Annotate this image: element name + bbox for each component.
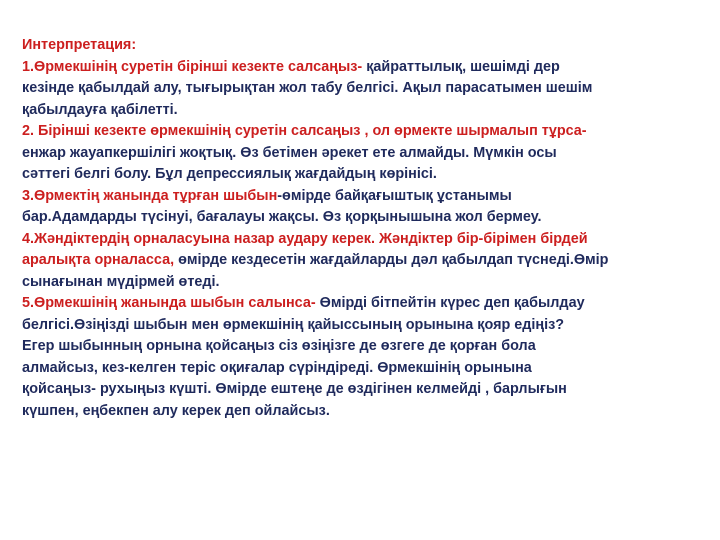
paragraph-5-line-6: күшпен, еңбекпен алу керек деп ойлайсыз. xyxy=(22,402,330,419)
paragraph-5-text: Өмірді бітпейтін күрес деп қабылдау xyxy=(319,295,585,311)
paragraph-3-lead: 3.Өрмектің жанында тұрған шыбын xyxy=(22,187,278,204)
paragraph-3-text: -өмірде байқағыштық ұстанымы xyxy=(277,187,512,204)
paragraph-1-text: қайраттылық, шешімді дер xyxy=(366,58,560,75)
paragraph-2-lead: 2. Бірінші кезекте өрмекшінің суретін салсаңыз , ол өрмекте шырмалып тұрса- xyxy=(22,123,587,139)
paragraph-2-line-2: енжар жауапкершілігі жоқтық. Өз бетімен әрекет ете алмайды. Мүмкін осы xyxy=(22,144,557,161)
paragraph-5-line-5: қойсаңыз- рухыңыз күшті. Өмірде ештеңе де өздігінен келмейді , барлығын xyxy=(22,381,567,397)
paragraph-1-lead: 1.Өрмекшінің суретін бірінші кезекте салсаңыз- xyxy=(22,58,367,75)
paragraph-3-line-1 xyxy=(22,186,698,208)
heading: Интерпретация: xyxy=(22,37,137,53)
paragraph-4-line-2 xyxy=(22,250,698,272)
paragraph-3-line-2: бар.Адамдарды түсінуі, бағалауы жақсы. Өз қорқынышына жол бермеу. xyxy=(22,209,542,225)
paragraph-4-line-3: сынағынан мүдірмей өтеді. xyxy=(22,273,220,290)
paragraph-5-line-1 xyxy=(22,293,698,315)
paragraph-1-line-3: қабылдауға қабілетті. xyxy=(22,101,178,118)
paragraph-1-line-1 xyxy=(22,57,698,79)
paragraph-5-lead: 5.Өрмекшінің жанында шыбын салынса- xyxy=(22,295,320,311)
paragraph-1-line-2: кезінде қабылдай алу, тығырықтан жол табу белгісі. Ақыл парасатымен шешім xyxy=(22,80,593,96)
paragraph-5-line-2: белгісі.Өзіңізді шыбын мен өрмекшінің қайыссының орынына қояр едіңіз? xyxy=(22,316,565,333)
paragraph-5-line-3: Егер шыбынның орнына қойсаңыз сіз өзіңізге де өзгеге де қорған бола xyxy=(22,338,536,354)
paragraph-4-line-1: 4.Жәндіктердің орналасуына назар аудару керек. Жәндіктер бір-бірімен бірдей xyxy=(22,230,588,247)
paragraph-4-lead: аралықта орналасса, xyxy=(22,252,179,268)
paragraph-4-text: өмірде кездесетін жағдайларды дәл қабылдап түснеді.Өмір xyxy=(178,252,609,268)
interpretation-text xyxy=(22,35,698,422)
paragraph-2-line-3: сәттегі белгі болу. Бұл депрессиялық жағдайдың көрінісі. xyxy=(22,166,437,182)
paragraph-5-line-4: алмайсыз, кез-келген теріс оқиғалар сүріндіреді. Өрмекшінің орынына xyxy=(22,359,532,376)
